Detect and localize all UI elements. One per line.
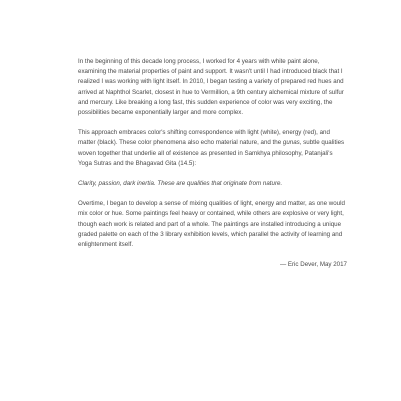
author-signature: — Eric Dever, May 2017: [279, 261, 347, 269]
gunas-term: gunas: [282, 139, 300, 147]
paragraph-white-paint: In the beginning of this decade long process, I worked for 4 years with white paint alone, examining the material properties of paint and support. It wasn't until I had introduced black that I realized I was working with light itself. In 2010, I began testing a variety of prepared red hues and arrived at Naphthol Scarlet, closest in hue to Vermillion, a 9th century alchemical mixture of sulfur and mercury. Like breaking a long fast, this sudden experience of color was very exciting, the possibilities became exponentially larger and more complex.: [78, 58, 344, 117]
gita-quote: Clarity, passion, dark inertia. These are qualities that originate from nature.: [78, 180, 283, 188]
paragraph-text-end: , subtle qualities woven together that underlie all of existence as presented in Samkhya philosophy, Patanjali's Yoga Sutras and the Bhagavad Gita (14.5):: [78, 139, 345, 167]
paragraph-text-start: This approach embraces color's shifting correspondence with light (white), energy (red), and matter (black). These color phenomena also echo material nature, and the: [78, 129, 330, 147]
paragraph-color-correspondence: [78, 128, 347, 169]
paragraph-mixing-qualities: Overtime, I began to develop a sense of mixing qualities of light, energy and matter, as one would mix color or hue. Some paintings feel heavy or contained, while others are explosive or very light, though each work is related and part of a whole. The paintings are installed introducing a unique graded palette on each of the 3 library exhibition levels, which parallel the activity of learning and enlightenment itself.: [78, 200, 345, 249]
